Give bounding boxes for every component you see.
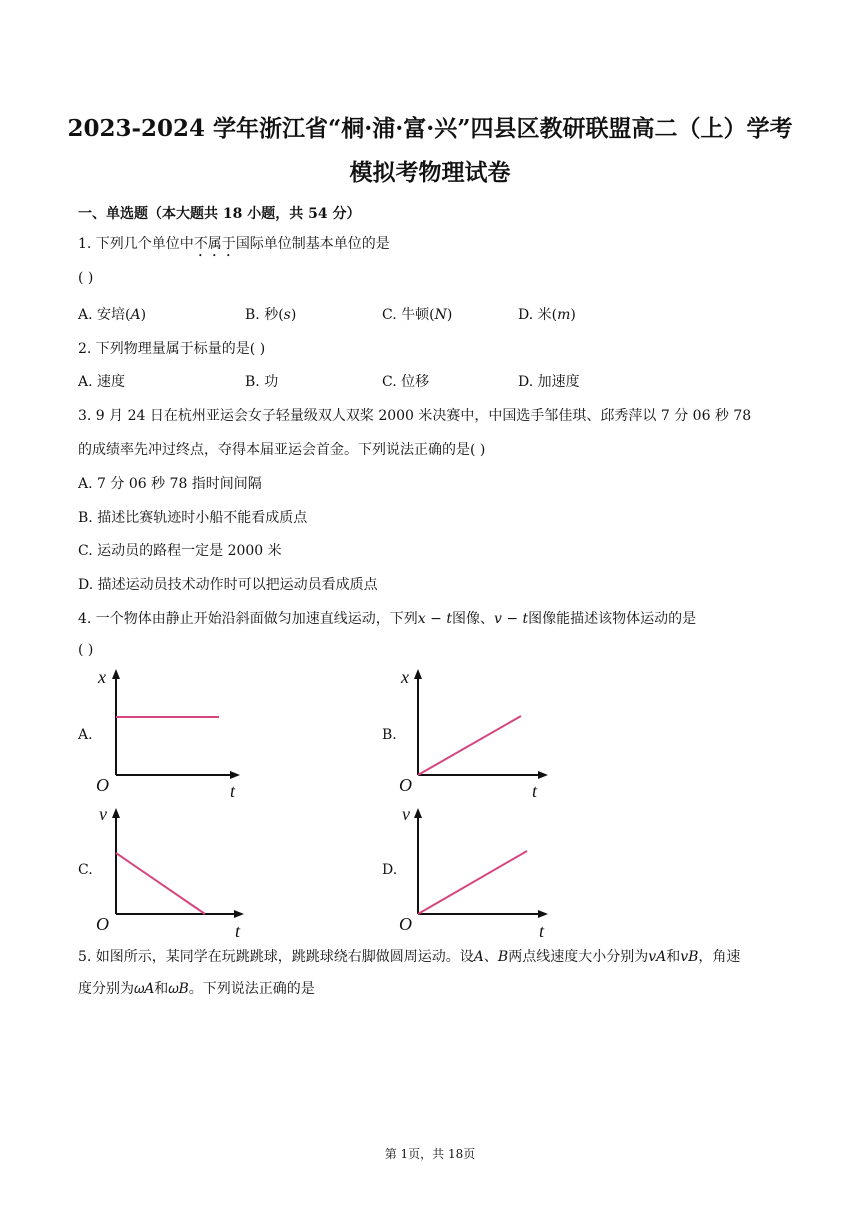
exam-title-line1: 2023-2024 学年浙江省“桐·浦·富·兴”四县区教研联盟高二（上）学考 <box>67 115 793 142</box>
x-axis-arrow <box>234 910 244 918</box>
graph-b-xt <box>396 665 556 805</box>
graph-c-vt <box>92 800 252 940</box>
section-heading: 一、单选题（本大题共 18 小题，共 54 分） <box>78 206 361 222</box>
question-3-stem-line2: 的成绩率先冲过终点，夺得本届亚运会首金。下列说法正确的是( ) <box>78 442 486 458</box>
origin-label: O <box>399 914 412 934</box>
graph-line <box>116 853 205 914</box>
x-axis-arrow <box>230 771 240 779</box>
origin-label: O <box>96 914 109 934</box>
x-axis-arrow <box>538 771 548 779</box>
origin-label: O <box>96 775 109 795</box>
emphasis-text: 不属于 <box>193 236 236 252</box>
y-axis-label: v <box>402 804 410 824</box>
page-footer: 第 1页，共 18页 <box>384 1147 476 1161</box>
question-1-option-b: B. 秒(𝑠) <box>245 307 297 323</box>
question-5-stem-line2: 度分别为𝜔𝐴和𝜔𝐵。下列说法正确的是 <box>78 981 315 997</box>
x-axis-arrow <box>538 910 548 918</box>
question-1-option-d: D. 米(𝑚) <box>518 307 576 323</box>
x-axis-label: t <box>532 781 538 801</box>
question-3-option-b: B. 描述比赛轨迹时小船不能看成质点 <box>78 510 308 526</box>
exam-title-line2: 模拟考物理试卷 <box>349 159 511 186</box>
question-2-option-c: C. 位移 <box>382 374 430 390</box>
question-2-stem: 2. 下列物理量属于标量的是( ) <box>78 341 266 357</box>
question-4-option-a: A. <box>78 727 93 743</box>
question-3-option-d: D. 描述运动员技术动作时可以把运动员看成质点 <box>78 577 378 593</box>
y-axis-arrow <box>414 808 422 818</box>
y-axis-label: x <box>401 667 409 687</box>
question-4-option-c: C. <box>78 862 93 878</box>
question-2-option-b: B. 功 <box>245 374 279 390</box>
y-axis-arrow <box>112 808 120 818</box>
question-3-option-a: A. 7 分 06 秒 78 指时间间隔 <box>78 476 262 492</box>
question-4-option-d: D. <box>382 862 398 878</box>
question-4-option-b: B. <box>382 727 397 743</box>
origin-label: O <box>399 775 412 795</box>
graph-line <box>418 716 521 775</box>
x-axis-label: t <box>539 921 545 940</box>
question-5-stem-line1: 5. 如图所示，某同学在玩跳跳球，跳跳球绕右脚做圆周运动。设𝐴、𝐵两点线速度大小分别为𝑣𝐴和𝑣𝐵，角速 <box>78 949 741 965</box>
question-1-stem: 1. 下列几个单位中不属于国际单位制基本单位的是 <box>78 236 390 252</box>
question-3-stem-line1: 3. 9 月 24 日在杭州亚运会女子轻量级双人双桨 2000 米决赛中，中国选手邹佳琪、邱秀萍以 7 分 06 秒 78 <box>78 408 752 424</box>
graph-a-xt <box>92 665 252 805</box>
x-axis-label: t <box>230 781 236 801</box>
question-1-option-c: C. 牛顿(𝑁) <box>382 307 453 323</box>
y-axis-arrow <box>414 669 422 679</box>
question-4-answer-paren: ( ) <box>78 642 94 658</box>
graph-line <box>418 851 527 914</box>
x-axis-label: t <box>235 921 241 940</box>
y-axis-label: v <box>99 804 107 824</box>
question-2-option-d: D. 加速度 <box>518 374 580 390</box>
question-1-option-a: A. 安培(𝐴) <box>78 307 147 323</box>
question-1-answer-paren: ( ) <box>78 270 94 286</box>
question-4-stem: 4. 一个物体由静止开始沿斜面做匀加速直线运动，下列𝑥 − 𝑡图像、𝑣 − 𝑡图像能描述该物体运动的是 <box>78 611 697 627</box>
question-3-option-c: C. 运动员的路程一定是 2000 米 <box>78 543 282 559</box>
question-2-option-a: A. 速度 <box>78 374 126 390</box>
y-axis-label: x <box>98 667 106 687</box>
graph-d-vt <box>396 800 556 940</box>
y-axis-arrow <box>112 669 120 679</box>
